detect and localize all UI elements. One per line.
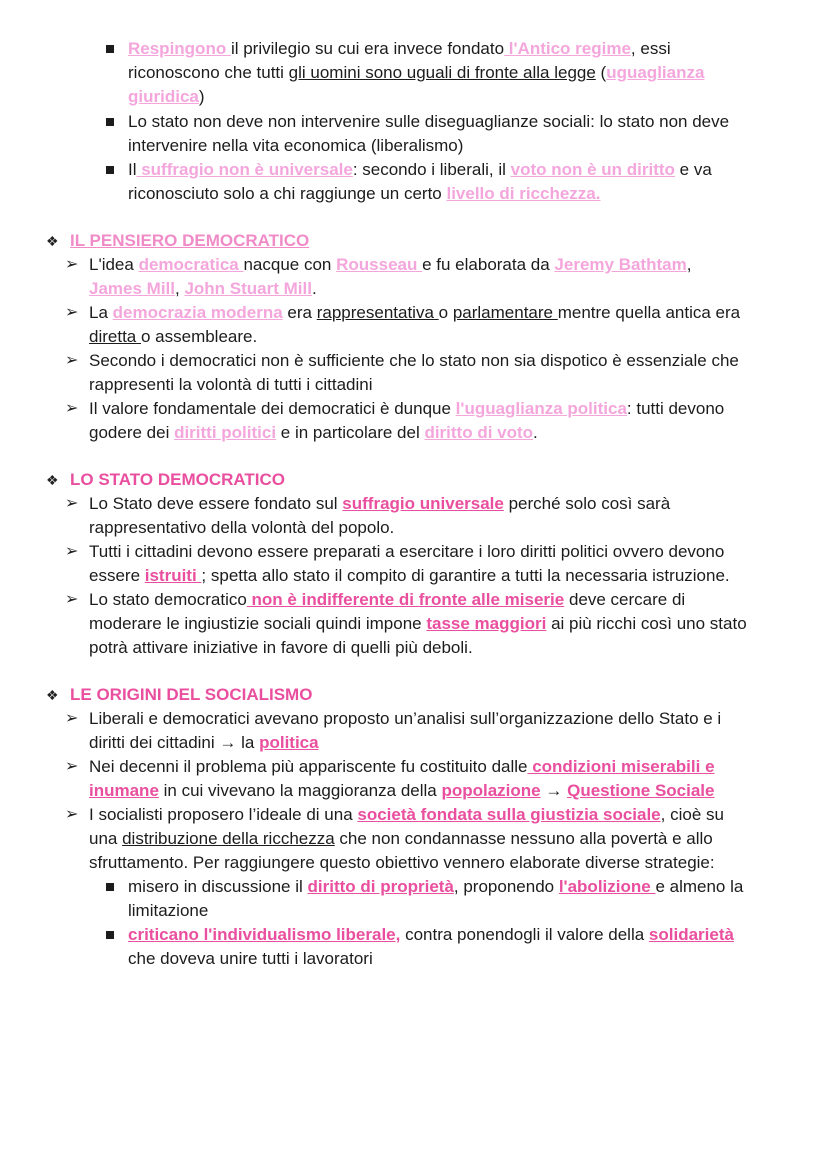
arrow-bullet-icon: ➢	[65, 400, 79, 417]
square-bullet-icon	[106, 118, 114, 126]
text-line: Lo stato non deve non intervenire sulle diseguaglianze sociali: lo stato non deve	[128, 112, 730, 131]
text-line: giuridica)	[128, 87, 205, 106]
text-line: una distribuzione della ricchezza che non condannasse nessuno alla povertà e allo	[89, 829, 713, 848]
text-line: La democrazia moderna era rappresentativa o parlamentare mentre quella antica era	[89, 303, 741, 322]
text-line: essere istruiti ; spetta allo stato il compito di garantire a tutti la necessaria istruzione.	[89, 566, 730, 585]
section-heading: LO STATO DEMOCRATICO	[70, 470, 286, 489]
text-line: Il valore fondamentale dei democratici è dunque l'uguaglianza politica: tutti devono	[89, 399, 725, 418]
text-line: diretta o assembleare.	[89, 327, 258, 346]
arrow-bullet-icon: ➢	[65, 495, 79, 512]
text-line: Secondo i democratici non è sufficiente che lo stato non sia dispotico è essenziale che	[89, 351, 739, 370]
text-line: Nei decenni il problema più appariscente fu costituito dalle condizioni miserabili e	[89, 757, 715, 776]
square-bullet-icon	[106, 883, 114, 891]
text-line: Tutti i cittadini devono essere preparati a esercitare i loro diritti politici ovvero devono	[89, 542, 725, 561]
square-bullet-icon	[106, 931, 114, 939]
arrow-bullet-icon: ➢	[65, 710, 79, 727]
text-line: riconoscono che tutti gli uomini sono uguali di fronte alla legge (uguaglianza	[128, 63, 705, 82]
text-line: inumane in cui vivevano la maggioranza della popolazione → Questione Sociale	[89, 781, 715, 800]
text-line: riconosciuto solo a chi raggiunge un certo livello di ricchezza.	[128, 184, 601, 203]
text-line: diritti dei cittadini → la politica	[89, 733, 319, 752]
text-line: sfruttamento. Per raggiungere questo obiettivo vennero elaborate diverse strategie:	[89, 853, 715, 872]
text-line: rappresentativo della volontà del popolo.	[89, 518, 395, 537]
text-line: Lo Stato deve essere fondato sul suffragio universale perché solo così sarà	[89, 494, 671, 513]
text-line: Il suffragio non è universale: secondo i liberali, il voto non è un diritto e va	[128, 160, 712, 179]
text-line: godere dei diritti politici e in particolare del diritto di voto.	[89, 423, 538, 442]
text-line: I socialisti proposero l’ideale di una società fondata sulla giustizia sociale, cioè su	[89, 805, 724, 824]
text-line: potrà attivare iniziative in favore di quelli più deboli.	[89, 638, 473, 657]
text-line: rappresenti la volontà di tutti i cittadini	[89, 375, 373, 394]
text-line: Liberali e democratici avevano proposto un’analisi sull’organizzazione dello Stato e i	[89, 709, 722, 728]
text-line: Lo stato democratico non è indifferente di fronte alle miserie deve cercare di	[89, 590, 686, 609]
square-bullet-icon	[106, 166, 114, 174]
arrow-bullet-icon: ➢	[65, 591, 79, 608]
arrow-bullet-icon: ➢	[65, 256, 79, 273]
text-line: criticano l'individualismo liberale, contra ponendogli il valore della solidarietà	[128, 925, 734, 944]
text-line: L'idea democratica nacque con Rousseau e fu elaborata da Jeremy Bathtam,	[89, 255, 692, 274]
text-line: che doveva unire tutti i lavoratori	[128, 949, 373, 968]
text-line: moderare le ingiustizie sociali quindi impone tasse maggiori ai più ricchi così uno stato	[89, 614, 747, 633]
arrow-bullet-icon: ➢	[65, 352, 79, 369]
arrow-bullet-icon: ➢	[65, 543, 79, 560]
diamond-bullet-icon: ❖	[46, 687, 59, 703]
square-bullet-icon	[106, 45, 114, 53]
arrow-bullet-icon: ➢	[65, 304, 79, 321]
diamond-bullet-icon: ❖	[46, 472, 59, 488]
text-line: misero in discussione il diritto di proprietà, proponendo l'abolizione e almeno la	[128, 877, 744, 896]
text-line: James Mill, John Stuart Mill.	[89, 279, 317, 298]
text-line: limitazione	[128, 901, 209, 920]
section-heading: IL PENSIERO DEMOCRATICO	[70, 231, 310, 250]
section-heading: LE ORIGINI DEL SOCIALISMO	[70, 685, 313, 704]
diamond-bullet-icon: ❖	[46, 233, 59, 249]
text-line: Respingono il privilegio su cui era invece fondato l'Antico regime, essi	[128, 39, 671, 58]
arrow-bullet-icon: ➢	[65, 806, 79, 823]
text-line: intervenire nella vita economica (liberalismo)	[128, 136, 464, 155]
arrow-bullet-icon: ➢	[65, 758, 79, 775]
